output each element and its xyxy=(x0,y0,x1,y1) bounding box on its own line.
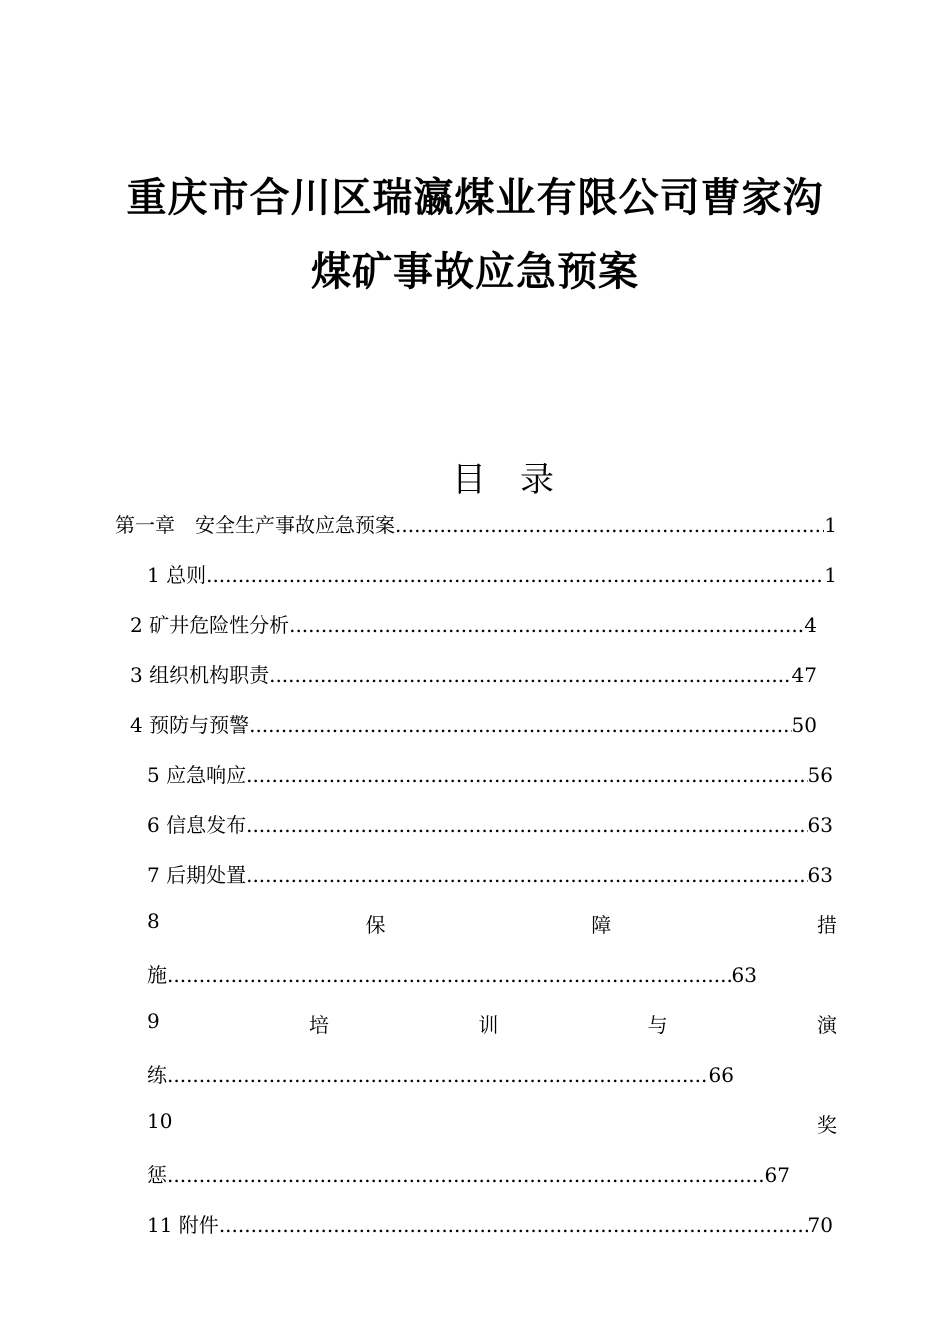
toc-entry-word: 与 xyxy=(647,1013,668,1037)
toc-entry-label: 4 预防与预警 xyxy=(130,713,250,737)
toc-entry-page: 67 xyxy=(764,1163,790,1187)
toc-leader-dots xyxy=(246,813,807,837)
toc-entry-justified-line xyxy=(147,1109,837,1139)
toc-entry[interactable] xyxy=(147,1059,734,1089)
toc-leader-dots xyxy=(246,863,807,887)
toc-entry-justified-line xyxy=(147,909,837,939)
toc-leader-dots xyxy=(206,563,824,587)
toc-entry-label: 6 信息发布 xyxy=(147,813,247,837)
toc-entry-label: 3 组织机构职责 xyxy=(130,663,270,687)
toc-entry[interactable] xyxy=(147,1159,790,1189)
toc-entry-label: 施 xyxy=(147,963,167,987)
toc-entry-page: 4 xyxy=(804,613,817,637)
toc-entry[interactable] xyxy=(115,509,837,539)
toc-entry-page: 1 xyxy=(824,513,837,537)
toc-entry-justified-line xyxy=(147,1009,837,1039)
toc-entry-word: 10 xyxy=(147,1109,173,1133)
toc-leader-dots xyxy=(167,1163,765,1187)
toc-entry[interactable] xyxy=(130,609,817,639)
toc-entry-label: 2 矿井危险性分析 xyxy=(130,613,290,637)
toc-entry-label: 练 xyxy=(147,1063,167,1087)
toc-entry-label: 5 应急响应 xyxy=(147,763,247,787)
toc-entry[interactable] xyxy=(130,659,817,689)
toc-entry-label: 11 附件 xyxy=(147,1213,219,1237)
toc-entry-word: 8 xyxy=(147,909,160,933)
toc-entry-page: 63 xyxy=(807,813,833,837)
toc-leader-dots xyxy=(167,1063,709,1087)
toc-entry-page: 1 xyxy=(824,563,837,587)
toc-entry[interactable] xyxy=(147,859,833,889)
toc-entry-label: 1 总则 xyxy=(147,563,207,587)
toc-entry[interactable] xyxy=(147,759,833,789)
toc-entry[interactable] xyxy=(147,809,833,839)
toc-leader-dots xyxy=(249,713,791,737)
toc-entry[interactable] xyxy=(130,709,817,739)
toc-entry-label: 7 后期处置 xyxy=(147,863,247,887)
toc-leader-dots xyxy=(167,963,732,987)
toc-entry[interactable] xyxy=(147,1209,833,1239)
toc-entry-word: 保 xyxy=(365,913,386,937)
document-title-line-1: 重庆市合川区瑞瀛煤业有限公司曹家沟 xyxy=(126,175,824,221)
toc-leader-dots xyxy=(269,663,791,687)
toc-leader-dots xyxy=(246,763,807,787)
toc-entry-page: 47 xyxy=(791,663,817,687)
toc-entry-label: 第一章 安全生产事故应急预案 xyxy=(115,513,395,537)
toc-entry[interactable] xyxy=(147,959,757,989)
toc-entry-word: 培 xyxy=(309,1013,330,1037)
toc-entry-label: 惩 xyxy=(147,1163,167,1187)
toc-heading: 目录 xyxy=(452,460,588,500)
toc-entry-word: 障 xyxy=(591,913,612,937)
toc-entry-page: 70 xyxy=(807,1213,833,1237)
document-title-line-2: 煤矿事故应急预案 xyxy=(311,249,639,295)
toc-leader-dots xyxy=(219,1213,808,1237)
toc-entry-word: 措 xyxy=(816,913,837,937)
toc-entry-page: 56 xyxy=(807,763,833,787)
toc-entry-word: 奖 xyxy=(817,1113,837,1137)
toc-entry-word: 训 xyxy=(478,1013,499,1037)
toc-entry-page: 63 xyxy=(731,963,757,987)
toc-entry[interactable] xyxy=(147,559,837,589)
toc-leader-dots xyxy=(289,613,804,637)
toc-entry-page: 66 xyxy=(708,1063,734,1087)
toc-entry-page: 50 xyxy=(791,713,817,737)
toc-entry-word: 9 xyxy=(147,1009,160,1033)
toc-entry-page: 63 xyxy=(807,863,833,887)
toc-entry-word: 演 xyxy=(816,1013,837,1037)
toc-leader-dots xyxy=(395,513,824,537)
